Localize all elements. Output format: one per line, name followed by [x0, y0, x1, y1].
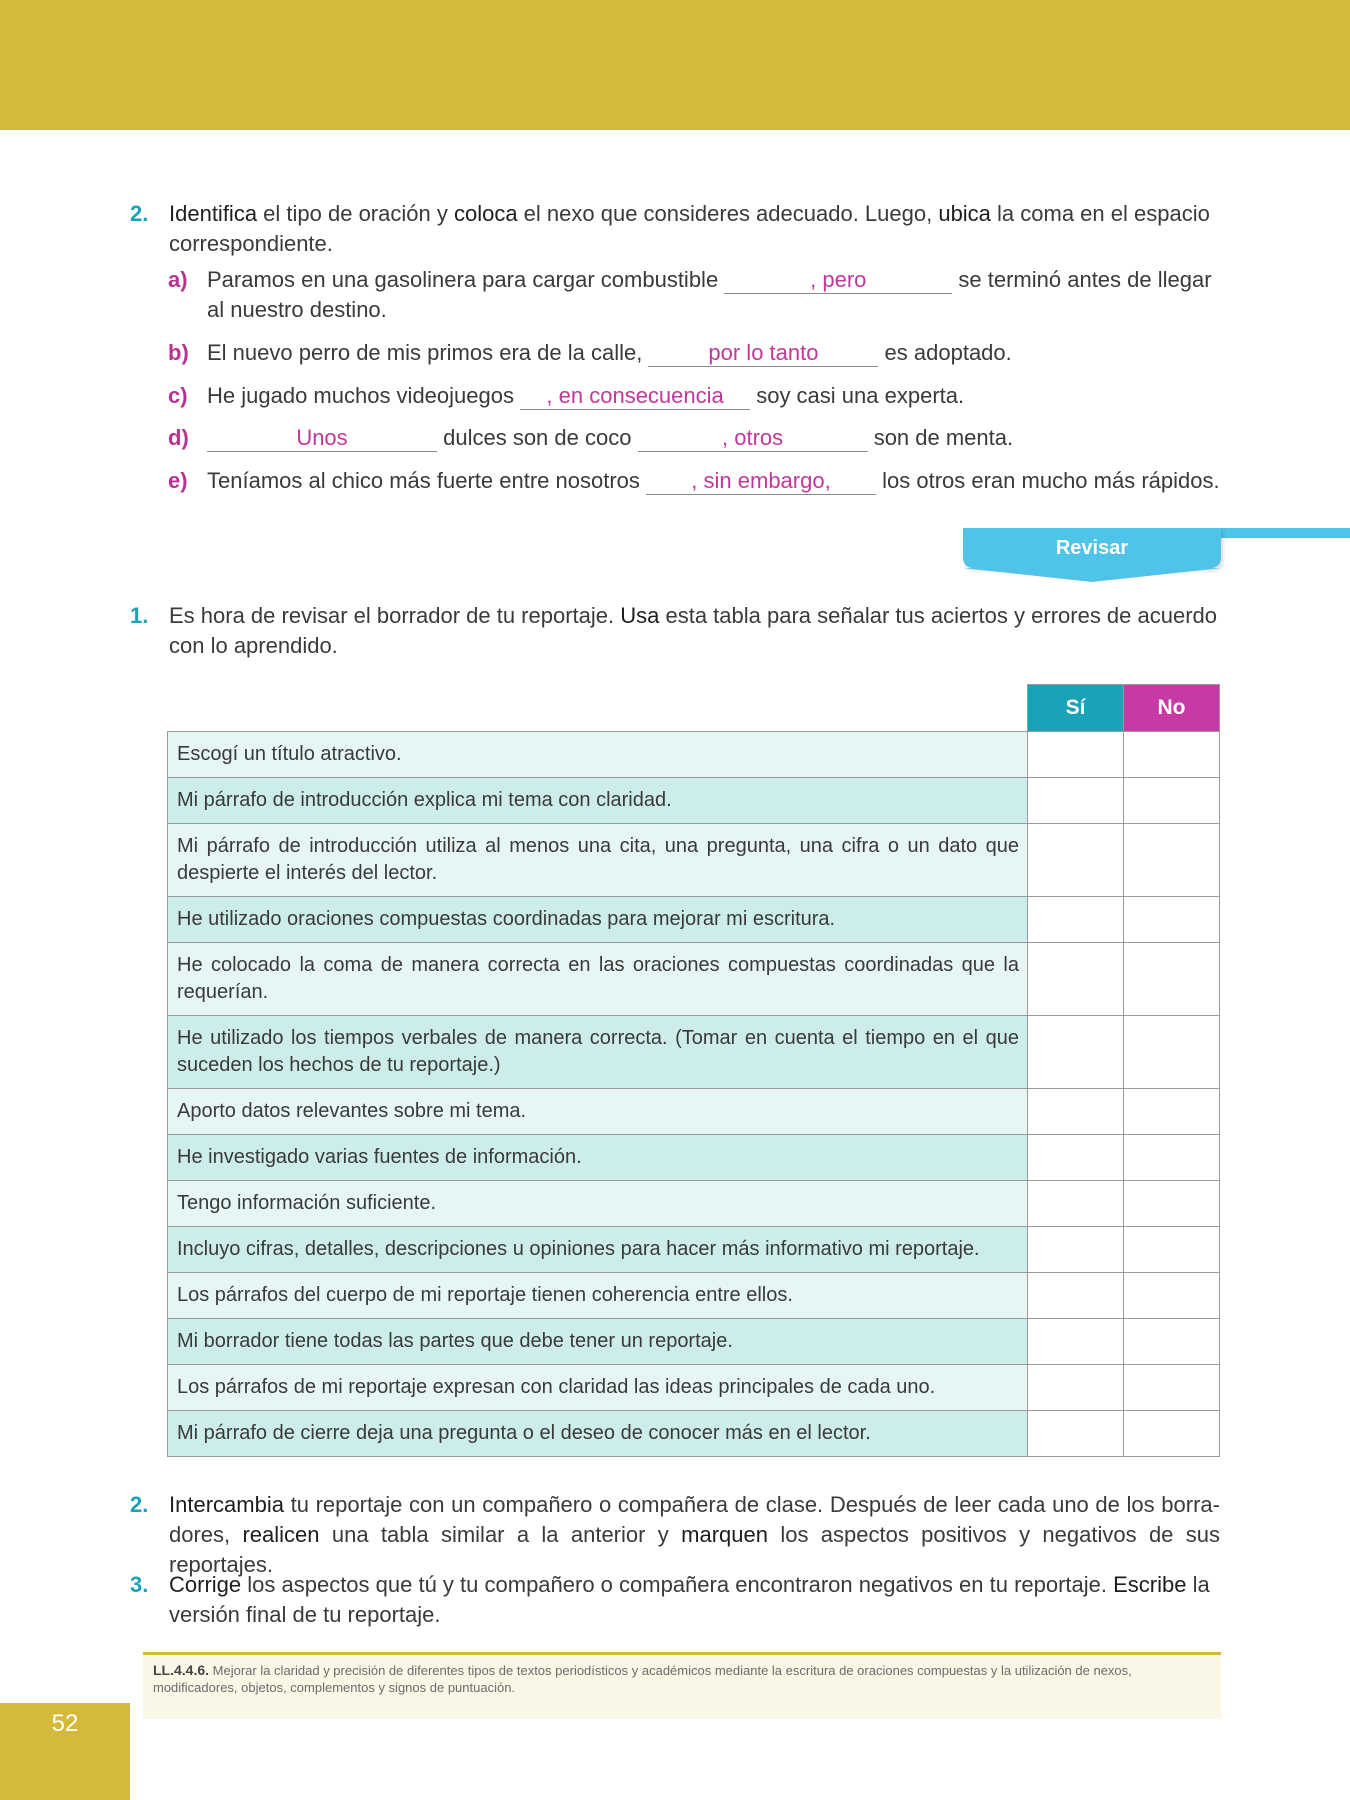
checkbox-si[interactable]: [1028, 1016, 1124, 1089]
checkbox-no[interactable]: [1124, 1411, 1220, 1457]
item-e: e) Teníamos al chico más fuerte entre nosotros , sin embargo, los otros eran mucho más rápidos.: [168, 466, 1220, 496]
criterion-text: Mi borrador tiene todas las partes que debe tener un reportaje.: [168, 1319, 1028, 1365]
item-letter: e): [168, 468, 188, 493]
checkbox-no[interactable]: [1124, 824, 1220, 897]
item-c: c) He jugado muchos videojuegos , en consecuencia soy casi una experta.: [168, 381, 1220, 411]
exercise-2-bottom-instruction: 2. Intercambia tu reportaje con un compañero o compañera de clase. Después de leer cada uno de los borra-dores, realicen una tabla similar a la anterior y marquen los aspectos positivos y negativos de sus reportajes.: [130, 1492, 1220, 1577]
exercise-number: 3.: [130, 1572, 149, 1597]
item-d: d) Unos dulces son de coco , otros son de menta.: [168, 423, 1220, 453]
skill-code: LL.4.4.6.: [153, 1662, 210, 1678]
table-row: [168, 1411, 1220, 1457]
checkbox-si[interactable]: [1028, 1273, 1124, 1319]
skill-description: Mejorar la claridad y precisión de diferentes tipos de textos periodísticos y académicos mediante la escritura de oraciones compuestas y la utilización de nexos, modificadores, objetos, complementos y signos de puntuación.: [153, 1663, 1132, 1695]
exercise-number: 2.: [130, 1492, 149, 1517]
checkbox-si[interactable]: [1028, 897, 1124, 943]
checkbox-si[interactable]: [1028, 1365, 1124, 1411]
checkbox-si[interactable]: [1028, 1319, 1124, 1365]
table-row: [168, 897, 1220, 943]
checkbox-si[interactable]: [1028, 1089, 1124, 1135]
header-band: [0, 0, 1350, 130]
table-row: [168, 824, 1220, 897]
checkbox-no[interactable]: [1124, 1016, 1220, 1089]
table-header-row: [168, 685, 1220, 732]
checkbox-no[interactable]: [1124, 943, 1220, 1016]
criterion-text: He utilizado oraciones compuestas coordinadas para mejorar mi escritura.: [168, 897, 1028, 943]
checkbox-si[interactable]: [1028, 943, 1124, 1016]
table-row: [168, 1227, 1220, 1273]
item-letter: d): [168, 425, 189, 450]
item-b: b) El nuevo perro de mis primos era de la calle, por lo tanto es adoptado.: [168, 338, 1220, 368]
item-letter: b): [168, 340, 189, 365]
exercise-2-instruction: 2. Identifica el tipo de oración y coloca el nexo que consideres adecuado. Luego, ubica la coma en el espacio correspondiente.: [130, 201, 1210, 256]
exercise-number: 2.: [130, 201, 149, 226]
table-row: [168, 1016, 1220, 1089]
table-row: [168, 1365, 1220, 1411]
checkbox-no[interactable]: [1124, 1227, 1220, 1273]
criterion-text: Aporto datos relevantes sobre mi tema.: [168, 1089, 1028, 1135]
exercise-3-instruction: 3. Corrige los aspectos que tú y tu compañero o compañera encontraron negativos en tu reportaje. Escribe la versión final de tu reportaje.: [130, 1572, 1210, 1627]
table-row: [168, 1181, 1220, 1227]
checkbox-si[interactable]: [1028, 1411, 1124, 1457]
answer-blank-d1[interactable]: Unos: [207, 425, 437, 452]
column-header-si: Sí: [1028, 685, 1124, 732]
criterion-text: Tengo información suficiente.: [168, 1181, 1028, 1227]
table-row: [168, 1319, 1220, 1365]
review-checklist-table: [167, 684, 1220, 1457]
section-divider: [1220, 528, 1350, 538]
criterion-text: Mi párrafo de introducción utiliza al menos una cita, una pregunta, una cifra o un dato que despierte el interés del lector.: [168, 824, 1028, 897]
keyword-usa: Usa: [620, 603, 660, 628]
section-tab-pointer: [963, 568, 1221, 582]
criterion-text: He utilizado los tiempos verbales de manera correcta. (Tomar en cuenta el tiempo en el que suceden los hechos de tu reportaje.): [168, 1016, 1028, 1089]
checkbox-si[interactable]: [1028, 1181, 1124, 1227]
answer-blank-a[interactable]: , pero: [724, 267, 952, 294]
answer-blank-e[interactable]: , sin embargo,: [646, 468, 876, 495]
answer-blank-b[interactable]: por lo tanto: [648, 340, 878, 367]
criterion-text: Mi párrafo de cierre deja una pregunta o el deseo de conocer más en el lector.: [168, 1411, 1028, 1457]
exercise-1-instruction: 1. Es hora de revisar el borrador de tu reportaje. Usa esta tabla para señalar tus aciertos y errores de acuerdo con lo aprendido.: [130, 603, 1218, 658]
checkbox-no[interactable]: [1124, 1135, 1220, 1181]
criterion-text: He investigado varias fuentes de información.: [168, 1135, 1028, 1181]
keyword-realicen: realicen: [242, 1522, 320, 1547]
column-header-no: No: [1124, 685, 1220, 732]
checkbox-si[interactable]: [1028, 778, 1124, 824]
keyword-ubica: ubica: [938, 201, 991, 226]
keyword-intercambia: Intercambia: [169, 1492, 284, 1517]
keyword-identifica: Identifica: [169, 201, 258, 226]
checkbox-si[interactable]: [1028, 824, 1124, 897]
checkbox-no[interactable]: [1124, 897, 1220, 943]
table-row: [168, 778, 1220, 824]
checkbox-si[interactable]: [1028, 1135, 1124, 1181]
section-tab-revisar: Revisar: [963, 528, 1221, 568]
answer-blank-d2[interactable]: , otros: [638, 425, 868, 452]
skill-footer: [143, 1652, 1221, 1719]
table-row: [168, 1273, 1220, 1319]
item-letter: a): [168, 267, 188, 292]
table-row: [168, 943, 1220, 1016]
checkbox-no[interactable]: [1124, 1089, 1220, 1135]
table-row: [168, 1089, 1220, 1135]
checkbox-si[interactable]: [1028, 1227, 1124, 1273]
page-number: 52: [51, 1710, 79, 1737]
criterion-text: Los párrafos de mi reportaje expresan con claridad las ideas principales de cada uno.: [168, 1365, 1028, 1411]
checkbox-no[interactable]: [1124, 1319, 1220, 1365]
item-a: a) Paramos en una gasolinera para cargar combustible , pero se terminó antes de llegar al nuestro destino.: [168, 267, 1212, 322]
exercise-number: 1.: [130, 603, 149, 628]
criterion-text: He colocado la coma de manera correcta en las oraciones compuestas coordinadas que la requerían.: [168, 943, 1028, 1016]
checkbox-no[interactable]: [1124, 778, 1220, 824]
keyword-coloca: coloca: [453, 201, 518, 226]
checkbox-no[interactable]: [1124, 1365, 1220, 1411]
answer-blank-c[interactable]: , en consecuencia: [520, 383, 750, 410]
criterion-text: Mi párrafo de introducción explica mi tema con claridad.: [168, 778, 1028, 824]
keyword-corrige: Corrige: [169, 1572, 242, 1597]
checkbox-no[interactable]: [1124, 732, 1220, 778]
item-letter: c): [168, 383, 188, 408]
checkbox-si[interactable]: [1028, 732, 1124, 778]
checkbox-no[interactable]: [1124, 1181, 1220, 1227]
criterion-text: Incluyo cifras, detalles, descripciones u opiniones para hacer más informativo mi reportaje.: [168, 1227, 1028, 1273]
checkbox-no[interactable]: [1124, 1273, 1220, 1319]
keyword-escribe: Escribe: [1113, 1572, 1187, 1597]
criterion-text: Los párrafos del cuerpo de mi reportaje tienen coherencia entre ellos.: [168, 1273, 1028, 1319]
criterion-text: Escogí un título atractivo.: [168, 732, 1028, 778]
keyword-marquen: marquen: [681, 1522, 768, 1547]
table-row: [168, 732, 1220, 778]
table-row: [168, 1135, 1220, 1181]
